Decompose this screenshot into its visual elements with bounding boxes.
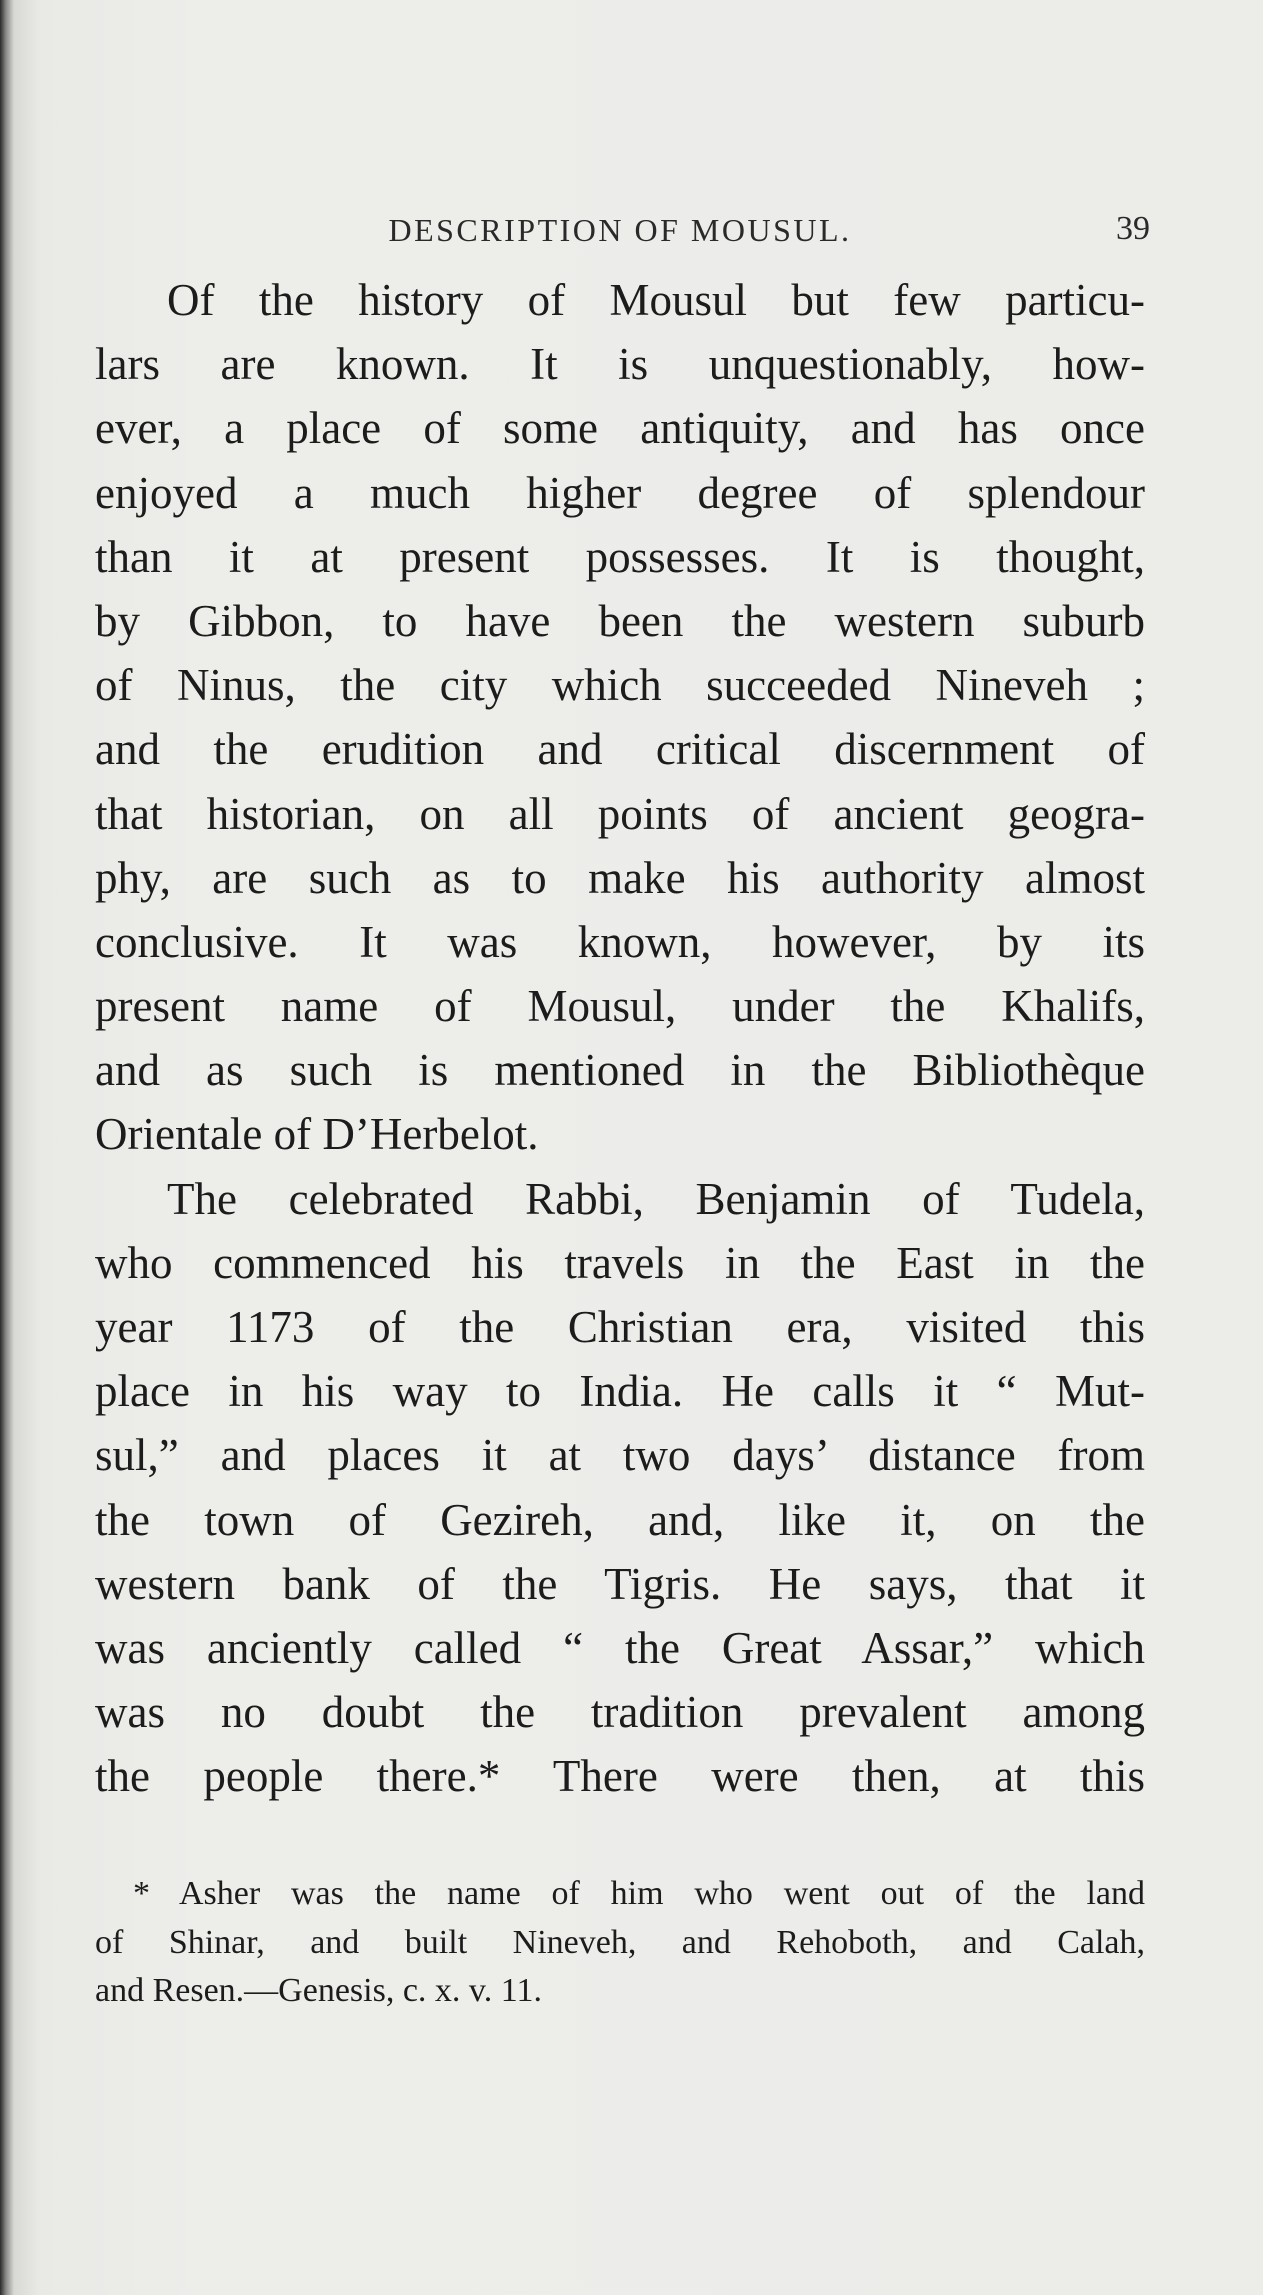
text-line: enjoyed a much higher degree of splendour — [95, 467, 1145, 518]
text-line: present name of Mousul, under the Khalifs, — [95, 981, 1145, 1032]
footnote-line: of Shinar, and built Nineveh, and Rehoboth, and Calah, — [95, 1923, 1145, 1961]
text-line: conclusive. It was known, however, by its — [95, 916, 1145, 967]
body-text — [95, 268, 1145, 1809]
text-line: year 1173 of the Christian era, visited this — [95, 1302, 1145, 1352]
text-line: The celebrated Rabbi, Benjamin of Tudela, — [167, 1173, 1145, 1224]
text-line: was anciently called “ the Great Assar,” which — [95, 1622, 1145, 1673]
footnote-line: and Resen.—Genesis, c. x. v. 11. — [95, 1972, 542, 2009]
text-line: and as such is mentioned in the Bibliothèque — [95, 1045, 1145, 1096]
page-number: 39 — [1116, 210, 1150, 247]
text-line: phy, are such as to make his authority almost — [95, 852, 1145, 903]
text-line: who commenced his travels in the East in the — [95, 1237, 1145, 1288]
text-line: Orientale of D’Herbelot. — [95, 1109, 539, 1160]
footnote-line: * Asher was the name of him who went out of the land — [133, 1875, 1145, 1912]
text-line: than it at present possesses. It is thought, — [95, 531, 1145, 582]
text-line: western bank of the Tigris. He says, that it — [95, 1558, 1145, 1609]
text-line: was no doubt the tradition prevalent among — [95, 1687, 1145, 1738]
text-line: the town of Gezireh, and, like it, on the — [95, 1494, 1145, 1545]
text-line: Of the history of Mousul but few particu- — [167, 275, 1145, 325]
text-line: that historian, on all points of ancient geogra- — [95, 788, 1145, 839]
text-line: ever, a place of some antiquity, and has once — [95, 403, 1145, 454]
running-head — [95, 210, 1150, 262]
text-line: and the erudition and critical discernment of — [95, 724, 1145, 775]
text-line: of Ninus, the city which succeeded Nineveh ; — [95, 660, 1145, 711]
running-title: DESCRIPTION OF MOUSUL. — [388, 212, 852, 248]
text-line: place in his way to India. He calls it “ Mut- — [95, 1366, 1145, 1417]
text-line: sul,” and places it at two days’ distance from — [95, 1430, 1145, 1481]
footnote — [95, 1870, 1145, 2016]
text-line: by Gibbon, to have been the western suburb — [95, 595, 1145, 646]
text-line: lars are known. It is unquestionably, how- — [95, 339, 1145, 390]
text-line: the people there.* There were then, at this — [95, 1751, 1145, 1802]
